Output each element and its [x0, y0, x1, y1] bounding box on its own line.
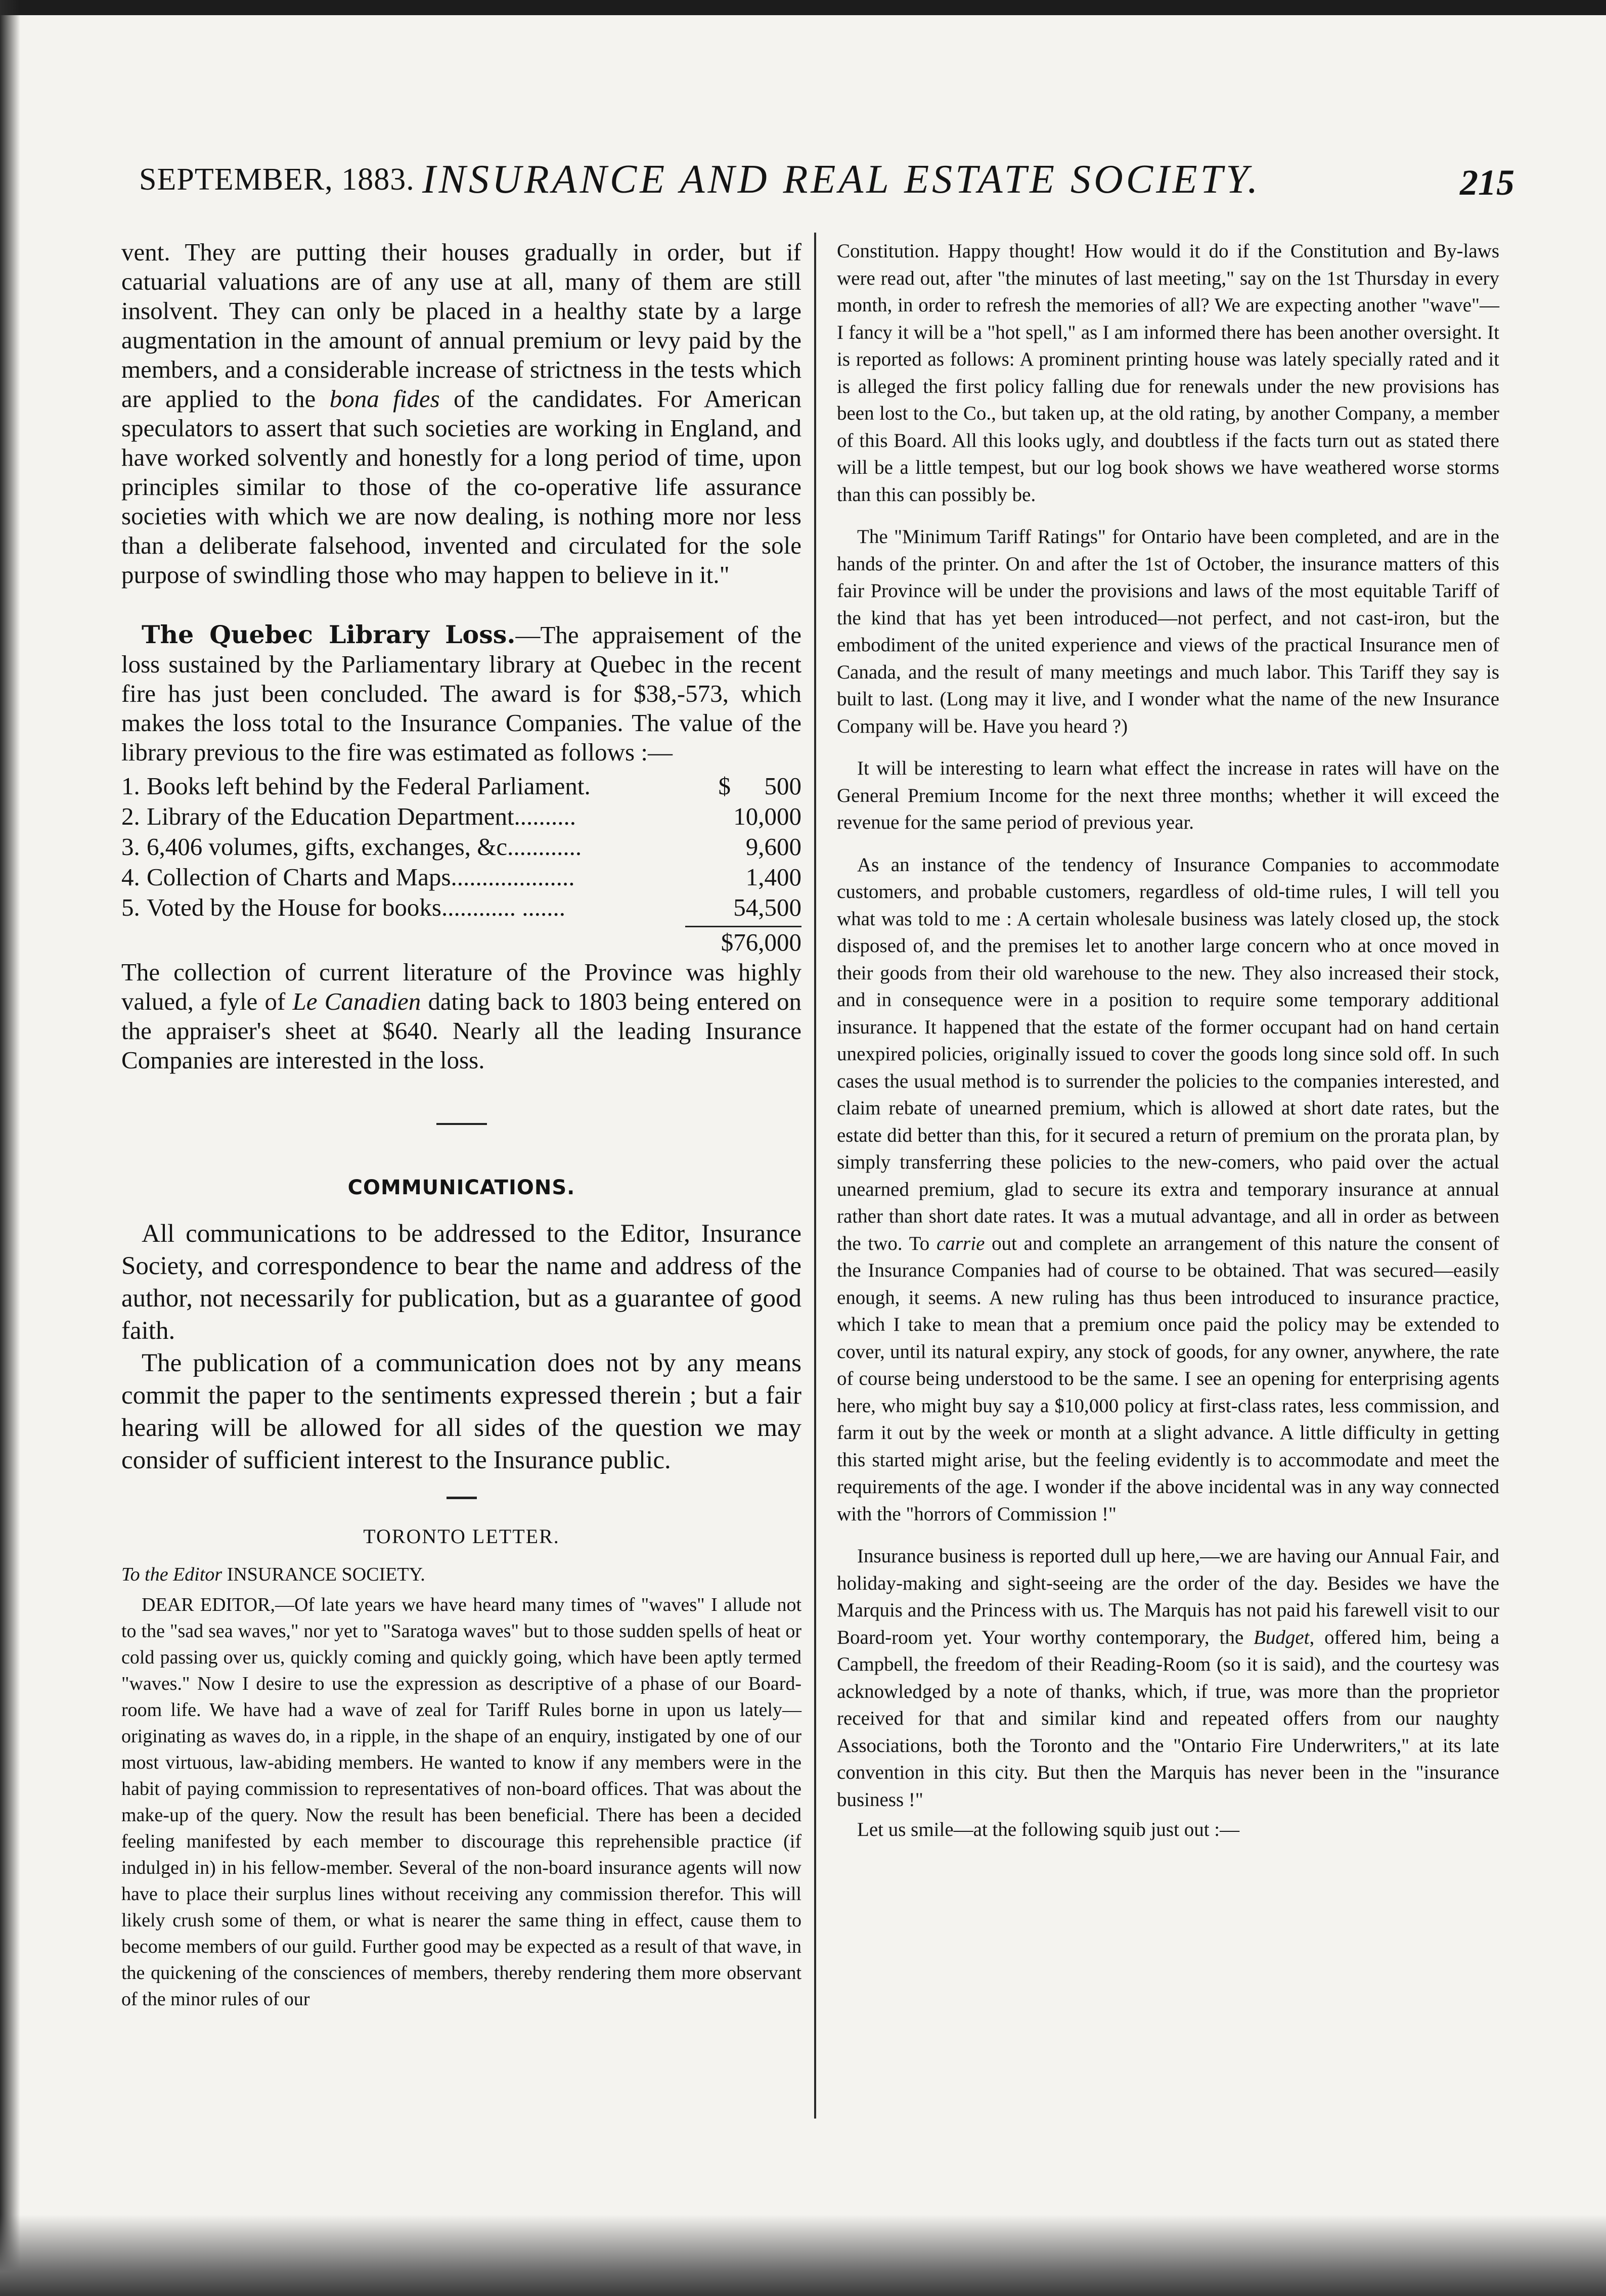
header-date: SEPTEMBER, 1883. [139, 162, 415, 197]
continued-paragraph: vent. They are putting their houses gradually in order, but if catuarial valuations are of any use at all, many of them are still insolvent. They can only be placed in a healthy state by a large augmentation in the amount of annual premium or levy paid by the members, and a considerable increase of strictness in the tests which are applied to the bona fides of the candidates. For American speculators to assert that such societies are working in England, and have worked solvently and honestly for a long period of time, upon principles similar to those of the co-operative life assurance societies with which we are now dealing, is nothing more nor less than a deliberate falsehood, invented and circulated for the sole purpose of swindling those who may happen to believe in it." [121, 238, 802, 589]
business-paragraph: Insurance business is reported dull up here,—we are having our Annual Fair, and holiday-making and sight-seeing are the order of the day. Besides we have the Marquis and the Princess with us. The Marquis has not paid his farewell visit to our Board-room yet. Your worthy contemporary, the Budget, offered him, being a Campbell, the freedom of their Reading-Room (so it is said), and the courtesy was acknowledged by a note of thanks, which, if true, was more than the proprietor received for that and similar kind and repeated offers from our naughty Associations, both the Toronto and the "Ontario Fire Underwriters," at its late convention in this city. But then the Marquis has never been in the "insurance business !" [837, 1545, 1499, 1811]
valuation-list [121, 771, 801, 923]
communications-paragraph: All communications to be addressed to the Editor, Insurance Society, and correspondence to bear the name and address of the author, not necessarily for publication, but as a guarantee of good faith. [121, 1220, 801, 1345]
letter-addressee: To the Editor INSURANCE SOCIETY. [121, 1564, 425, 1585]
left-column [121, 238, 801, 2012]
quebec-library-conclusion: The collection of current literature of the Province was highly valued, a fyle of Le Canadien dating back to 1803 being entered on the appraiser's sheet at $640. Nearly all the leading Insurance Companies are interested in the loss. [121, 958, 801, 1074]
short-divider [447, 1497, 477, 1499]
top-border [0, 0, 1606, 15]
page-curl-shadow [0, 2215, 1606, 2296]
list-item: 5. Voted by the House for books............ ....... 54,500 [121, 893, 801, 921]
section-divider [436, 1123, 487, 1125]
letter-continuation: Constitution. Happy thought! How would it do if the Constitution and By-laws were read out, after "the minutes of last meeting," say on the 1st Thursday in every month, in order to refresh the memories of all? We are expecting another "wave"—I fancy it will be a "hot spell," as I am informed there has been another oversight. It is reported as follows: A prominent printing house was lately specially rated and it is alleged the first policy falling due for renewals under the new provisions has been lost to the Co., but taken up, at the old rating, by another Company, a member of this Board. All this looks ugly, and doubtless if the facts turn out as stated there will be a little tempest, but our log book shows we have weathered worse storms than this can possibly be. [837, 240, 1499, 506]
header-title: INSURANCE AND REAL ESTATE SOCIETY. [422, 157, 1261, 202]
list-item: 2. Library of the Education Department.......... 10,000 [121, 802, 801, 830]
page-number: 215 [1460, 162, 1514, 203]
tariff-paragraph: The "Minimum Tariff Ratings" for Ontario have been completed, and are in the hands of the printer. On and after the 1st of October, the insurance matters of this fair Province will be under the provisions and laws of the most equitable Tariff of the kind that has yet been introduced—not perfect, and not cast-iron, but the embodiment of the united experience and views of the practical Insurance men of Canada, and the result of many meetings and much labor. This Tariff they say is built to last. (Long may it live, and I wonder what the name of the new Insurance Company will be. Have you heard ?) [837, 526, 1499, 737]
list-item: 3. 6,406 volumes, gifts, exchanges, &c............ 9,600 [121, 833, 801, 861]
page-header [139, 157, 1514, 217]
right-column [837, 238, 1499, 1843]
toronto-letter-body: DEAR EDITOR,—Of late years we have heard many times of "waves" I allude not to the "sad sea waves," nor yet to "Saratoga waves" but to those sudden spells of heat or cold passing over us, quickly coming and quickly going, which have been aptly termed "waves." Now I desire to use the expression as descriptive of a phase of our Board-room life. We have had a wave of zeal for Tariff Rules borne in upon us lately—originating as waves do, in a ripple, in the shape of an enquiry, instigated by one of our most virtuous, law-abiding members. He wanted to know if any members were in the habit of paying commission to representatives of non-board offices. That was about the make-up of the query. Now the result has been beneficial. There has been a decided feeling manifested by each member to discourage this reprehensible practice (if indulged in) in his fellow-member. Several of the non-board insurance agents will now have to place their surplus lines without receiving any commission therefor. This will likely crush some of them, or what is nearer the same thing in effect, cause them to become members of our guild. Further good may be expected as a result of that wave, in the quickening of the consciences of members, thereby rendering them more observant of the minor rules of our [121, 1594, 801, 2010]
communications-paragraph: The publication of a communication does not by any means commit the paper to the sentiments expressed therein ; but a fair hearing will be allowed for all sides of the question we may consider of sufficient interest to the Insurance public. [121, 1349, 801, 1474]
column-divider [814, 233, 816, 2119]
accommodation-paragraph: As an instance of the tendency of Insurance Companies to accommodate customers, and probable customers, regardless of old-time rules, I will tell you what was told to me : A certain wholesale business was lately closed up, the stock disposed of, and the premises let to another large concern who at once moved in their goods from their old warehouse to the new. They also increased their stock, and in consequence were in a position to require some temporary additional insurance. It happened that the estate of the former occupant had on hand certain unexpired policies, originally issued to cover the goods long since sold off. In such cases the usual method is to surrender the policies to the companies interested, and claim rebate of unearned premium, which is allowed at short date rates, but the estate did better than this, for it secured a return of premium on the prorata plan, by simply transferring these policies to the new-comers, who paid over the actual unearned premium, glad to secure its extra and temporary insurance at annual rather than short date rates. It was a mutual advantage, and all in order as between the two. To carrie out and complete an arrangement of this nature the consent of the Insurance Companies had of course to be obtained. That was secured—easily enough, it seems. A new ruling has thus been introduced to insurance practice, which I take to mean that a premium once paid the policy may be extended to cover, until its natural expiry, any stock of goods, for any owner, anywhere, the rate of course being understood to be the same. I see an opening for enterprising agents here, who might buy say a $10,000 policy at first-class rates, less commission, and farm it out by the week or month at a slight advance. A little difficulty in getting this started might arise, but the feeling evidently is to accommodate and meet the requirements of the age. I wonder if the above incidental was in any way connected with the "horrors of Commission !" [837, 853, 1499, 1525]
premium-paragraph: It will be interesting to learn what effect the increase in rates will have on the General Premium Income for the next three months; whether it will exceed the revenue for the same period of previous year. [837, 757, 1499, 833]
squib-intro: Let us smile—at the following squib just out :— [857, 1819, 1240, 1840]
communications-heading: COMMUNICATIONS. [347, 1176, 575, 1199]
quebec-library-article: The Quebec Library Loss.—The appraisement of the loss sustained by the Parliamentary library at Quebec in the recent fire has just been concluded. The award is for $38,-573, which makes the loss total to the Insurance Companies. The value of the library previous to the fire was estimated as follows :— [121, 620, 801, 766]
article-heading: The Quebec Library Loss. [142, 620, 516, 649]
valuation-total: $76,000 [721, 928, 801, 956]
toronto-letter-title: TORONTO LETTER. [363, 1525, 560, 1548]
page-edge-shadow [0, 0, 20, 2296]
list-item: 4. Collection of Charts and Maps.................... 1,400 [121, 863, 801, 891]
list-item: 1. Books left behind by the Federal Parliament. $ 500 [121, 772, 801, 800]
